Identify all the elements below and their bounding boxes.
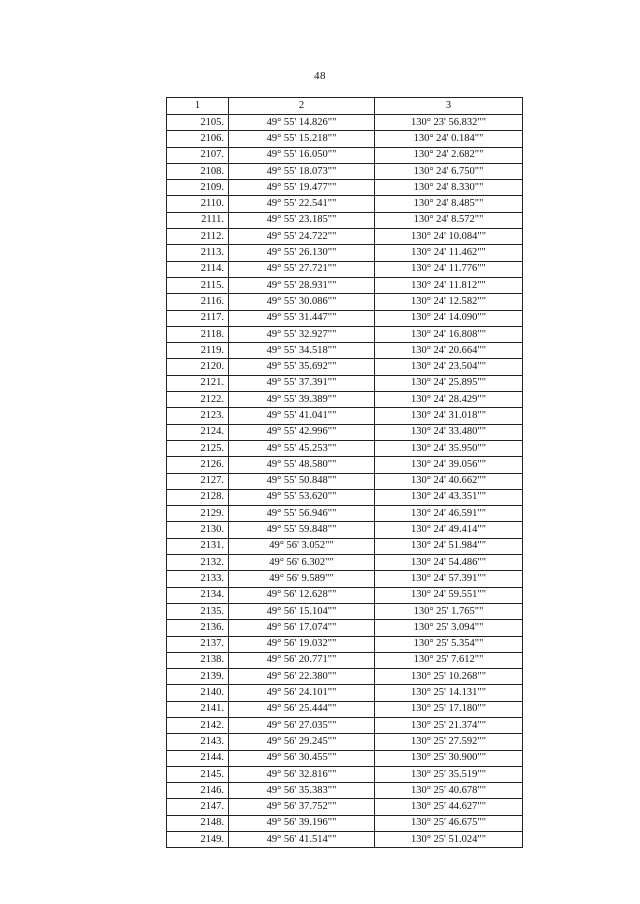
table-row — [167, 261, 523, 277]
longitude-cell: 130° 24' 46.591"" — [375, 506, 523, 522]
table-row — [167, 473, 523, 489]
point-number-cell: 2127. — [167, 473, 229, 489]
longitude-cell: 130° 24' 40.662"" — [375, 473, 523, 489]
header-longitude: 3 — [375, 98, 523, 115]
longitude-cell: 130° 24' 51.984"" — [375, 538, 523, 554]
table-row — [167, 163, 523, 179]
point-number-cell: 2139. — [167, 669, 229, 685]
table-row — [167, 196, 523, 212]
longitude-cell: 130° 23' 56.832"" — [375, 115, 523, 131]
latitude-cell: 49° 56' 35.383"" — [229, 783, 375, 799]
latitude-cell: 49° 55' 32.927"" — [229, 326, 375, 342]
point-number-cell: 2128. — [167, 489, 229, 505]
table-row — [167, 408, 523, 424]
latitude-cell: 49° 55' 19.477"" — [229, 180, 375, 196]
latitude-cell: 49° 56' 25.444"" — [229, 701, 375, 717]
latitude-cell: 49° 55' 35.692"" — [229, 359, 375, 375]
table-row — [167, 717, 523, 733]
point-number-cell: 2144. — [167, 750, 229, 766]
longitude-cell: 130° 24' 6.750"" — [375, 163, 523, 179]
table-row — [167, 277, 523, 293]
table-row — [167, 669, 523, 685]
latitude-cell: 49° 55' 56.946"" — [229, 506, 375, 522]
longitude-cell: 130° 25' 7.612"" — [375, 652, 523, 668]
longitude-cell: 130° 24' 12.582"" — [375, 294, 523, 310]
header-row — [167, 98, 523, 115]
point-number-cell: 2146. — [167, 783, 229, 799]
latitude-cell: 49° 55' 34.518"" — [229, 343, 375, 359]
longitude-cell: 130° 24' 16.808"" — [375, 326, 523, 342]
latitude-cell: 49° 56' 9.589"" — [229, 571, 375, 587]
latitude-cell: 49° 56' 17.074"" — [229, 620, 375, 636]
longitude-cell: 130° 25' 14.131"" — [375, 685, 523, 701]
longitude-cell: 130° 25' 44.627"" — [375, 799, 523, 815]
latitude-cell: 49° 55' 15.218"" — [229, 131, 375, 147]
point-number-cell: 2107. — [167, 147, 229, 163]
latitude-cell: 49° 56' 22.380"" — [229, 669, 375, 685]
page-number: 48 — [314, 70, 326, 82]
latitude-cell: 49° 56' 3.052"" — [229, 538, 375, 554]
latitude-cell: 49° 55' 59.848"" — [229, 522, 375, 538]
table-row — [167, 343, 523, 359]
latitude-cell: 49° 55' 23.185"" — [229, 212, 375, 228]
longitude-cell: 130° 24' 23.504"" — [375, 359, 523, 375]
point-number-cell: 2111. — [167, 212, 229, 228]
latitude-cell: 49° 55' 26.130"" — [229, 245, 375, 261]
longitude-cell: 130° 24' 0.184"" — [375, 131, 523, 147]
latitude-cell: 49° 55' 53.620"" — [229, 489, 375, 505]
table-row — [167, 147, 523, 163]
latitude-cell: 49° 55' 42.996"" — [229, 424, 375, 440]
table-row — [167, 310, 523, 326]
point-number-cell: 2119. — [167, 343, 229, 359]
point-number-cell: 2135. — [167, 603, 229, 619]
longitude-cell: 130° 24' 33.480"" — [375, 424, 523, 440]
point-number-cell: 2124. — [167, 424, 229, 440]
latitude-cell: 49° 55' 39.389"" — [229, 392, 375, 408]
table-row — [167, 522, 523, 538]
longitude-cell: 130° 24' 2.682"" — [375, 147, 523, 163]
point-number-cell: 2133. — [167, 571, 229, 587]
table-row — [167, 832, 523, 848]
header-point-number: 1 — [167, 98, 229, 115]
latitude-cell: 49° 55' 37.391"" — [229, 375, 375, 391]
table-row — [167, 245, 523, 261]
table-row — [167, 815, 523, 831]
table-row — [167, 212, 523, 228]
table-row — [167, 603, 523, 619]
longitude-cell: 130° 25' 1.765"" — [375, 603, 523, 619]
table-row — [167, 131, 523, 147]
latitude-cell: 49° 56' 39.196"" — [229, 815, 375, 831]
longitude-cell: 130° 24' 57.391"" — [375, 571, 523, 587]
latitude-cell: 49° 56' 19.032"" — [229, 636, 375, 652]
point-number-cell: 2137. — [167, 636, 229, 652]
point-number-cell: 2145. — [167, 766, 229, 782]
table-row — [167, 506, 523, 522]
latitude-cell: 49° 56' 20.771"" — [229, 652, 375, 668]
latitude-cell: 49° 55' 27.721"" — [229, 261, 375, 277]
point-number-cell: 2120. — [167, 359, 229, 375]
longitude-cell: 130° 25' 40.678"" — [375, 783, 523, 799]
point-number-cell: 2130. — [167, 522, 229, 538]
longitude-cell: 130° 24' 10.084"" — [375, 229, 523, 245]
latitude-cell: 49° 55' 31.447"" — [229, 310, 375, 326]
longitude-cell: 130° 25' 46.675"" — [375, 815, 523, 831]
latitude-cell: 49° 56' 37.752"" — [229, 799, 375, 815]
longitude-cell: 130° 25' 27.592"" — [375, 734, 523, 750]
table-header — [167, 98, 523, 115]
longitude-cell: 130° 24' 31.018"" — [375, 408, 523, 424]
table-row — [167, 440, 523, 456]
table-row — [167, 538, 523, 554]
point-number-cell: 2125. — [167, 440, 229, 456]
point-number-cell: 2141. — [167, 701, 229, 717]
longitude-cell: 130° 24' 35.950"" — [375, 440, 523, 456]
longitude-cell: 130° 24' 8.485"" — [375, 196, 523, 212]
latitude-cell: 49° 56' 27.035"" — [229, 717, 375, 733]
table-row — [167, 587, 523, 603]
longitude-cell: 130° 24' 11.462"" — [375, 245, 523, 261]
coordinates-table — [166, 97, 523, 848]
table-row — [167, 229, 523, 245]
longitude-cell: 130° 25' 51.024"" — [375, 832, 523, 848]
longitude-cell: 130° 25' 21.374"" — [375, 717, 523, 733]
point-number-cell: 2138. — [167, 652, 229, 668]
table-row — [167, 701, 523, 717]
point-number-cell: 2105. — [167, 115, 229, 131]
point-number-cell: 2116. — [167, 294, 229, 310]
point-number-cell: 2121. — [167, 375, 229, 391]
latitude-cell: 49° 55' 14.826"" — [229, 115, 375, 131]
longitude-cell: 130° 24' 20.664"" — [375, 343, 523, 359]
point-number-cell: 2149. — [167, 832, 229, 848]
table-body — [167, 115, 523, 848]
table-row — [167, 652, 523, 668]
header-latitude: 2 — [229, 98, 375, 115]
latitude-cell: 49° 56' 30.455"" — [229, 750, 375, 766]
table-row — [167, 375, 523, 391]
table-row — [167, 799, 523, 815]
point-number-cell: 2108. — [167, 163, 229, 179]
table-row — [167, 489, 523, 505]
table-row — [167, 392, 523, 408]
point-number-cell: 2148. — [167, 815, 229, 831]
point-number-cell: 2112. — [167, 229, 229, 245]
longitude-cell: 130° 25' 10.268"" — [375, 669, 523, 685]
point-number-cell: 2147. — [167, 799, 229, 815]
longitude-cell: 130° 25' 35.519"" — [375, 766, 523, 782]
latitude-cell: 49° 55' 48.580"" — [229, 457, 375, 473]
latitude-cell: 49° 55' 45.253"" — [229, 440, 375, 456]
longitude-cell: 130° 25' 17.180"" — [375, 701, 523, 717]
table-row — [167, 783, 523, 799]
point-number-cell: 2131. — [167, 538, 229, 554]
table-row — [167, 620, 523, 636]
longitude-cell: 130° 25' 5.354"" — [375, 636, 523, 652]
longitude-cell: 130° 24' 54.486"" — [375, 555, 523, 571]
longitude-cell: 130° 24' 49.414"" — [375, 522, 523, 538]
table-row — [167, 115, 523, 131]
table-row — [167, 685, 523, 701]
table-row — [167, 457, 523, 473]
table-row — [167, 750, 523, 766]
longitude-cell: 130° 24' 28.429"" — [375, 392, 523, 408]
point-number-cell: 2129. — [167, 506, 229, 522]
longitude-cell: 130° 24' 25.895"" — [375, 375, 523, 391]
point-number-cell: 2123. — [167, 408, 229, 424]
latitude-cell: 49° 56' 24.101"" — [229, 685, 375, 701]
latitude-cell: 49° 55' 28.931"" — [229, 277, 375, 293]
latitude-cell: 49° 56' 29.245"" — [229, 734, 375, 750]
latitude-cell: 49° 55' 24.722"" — [229, 229, 375, 245]
latitude-cell: 49° 56' 6.302"" — [229, 555, 375, 571]
latitude-cell: 49° 55' 50.848"" — [229, 473, 375, 489]
longitude-cell: 130° 24' 11.776"" — [375, 261, 523, 277]
longitude-cell: 130° 24' 8.330"" — [375, 180, 523, 196]
latitude-cell: 49° 55' 41.041"" — [229, 408, 375, 424]
table-row — [167, 326, 523, 342]
point-number-cell: 2115. — [167, 277, 229, 293]
point-number-cell: 2136. — [167, 620, 229, 636]
point-number-cell: 2142. — [167, 717, 229, 733]
latitude-cell: 49° 56' 15.104"" — [229, 603, 375, 619]
latitude-cell: 49° 55' 30.086"" — [229, 294, 375, 310]
point-number-cell: 2117. — [167, 310, 229, 326]
latitude-cell: 49° 56' 32.816"" — [229, 766, 375, 782]
point-number-cell: 2132. — [167, 555, 229, 571]
table-row — [167, 636, 523, 652]
table-row — [167, 294, 523, 310]
point-number-cell: 2140. — [167, 685, 229, 701]
table-row — [167, 766, 523, 782]
point-number-cell: 2109. — [167, 180, 229, 196]
point-number-cell: 2110. — [167, 196, 229, 212]
longitude-cell: 130° 24' 14.090"" — [375, 310, 523, 326]
table-row — [167, 734, 523, 750]
table-row — [167, 555, 523, 571]
latitude-cell: 49° 55' 16.050"" — [229, 147, 375, 163]
point-number-cell: 2122. — [167, 392, 229, 408]
point-number-cell: 2134. — [167, 587, 229, 603]
table-row — [167, 424, 523, 440]
longitude-cell: 130° 25' 3.094"" — [375, 620, 523, 636]
longitude-cell: 130° 25' 30.900"" — [375, 750, 523, 766]
latitude-cell: 49° 55' 22.541"" — [229, 196, 375, 212]
latitude-cell: 49° 55' 18.073"" — [229, 163, 375, 179]
table-row — [167, 571, 523, 587]
longitude-cell: 130° 24' 59.551"" — [375, 587, 523, 603]
longitude-cell: 130° 24' 43.351"" — [375, 489, 523, 505]
latitude-cell: 49° 56' 12.628"" — [229, 587, 375, 603]
table-row — [167, 359, 523, 375]
point-number-cell: 2114. — [167, 261, 229, 277]
longitude-cell: 130° 24' 8.572"" — [375, 212, 523, 228]
point-number-cell: 2126. — [167, 457, 229, 473]
longitude-cell: 130° 24' 11.812"" — [375, 277, 523, 293]
point-number-cell: 2106. — [167, 131, 229, 147]
latitude-cell: 49° 56' 41.514"" — [229, 832, 375, 848]
longitude-cell: 130° 24' 39.056"" — [375, 457, 523, 473]
point-number-cell: 2143. — [167, 734, 229, 750]
point-number-cell: 2113. — [167, 245, 229, 261]
point-number-cell: 2118. — [167, 326, 229, 342]
table-row — [167, 180, 523, 196]
